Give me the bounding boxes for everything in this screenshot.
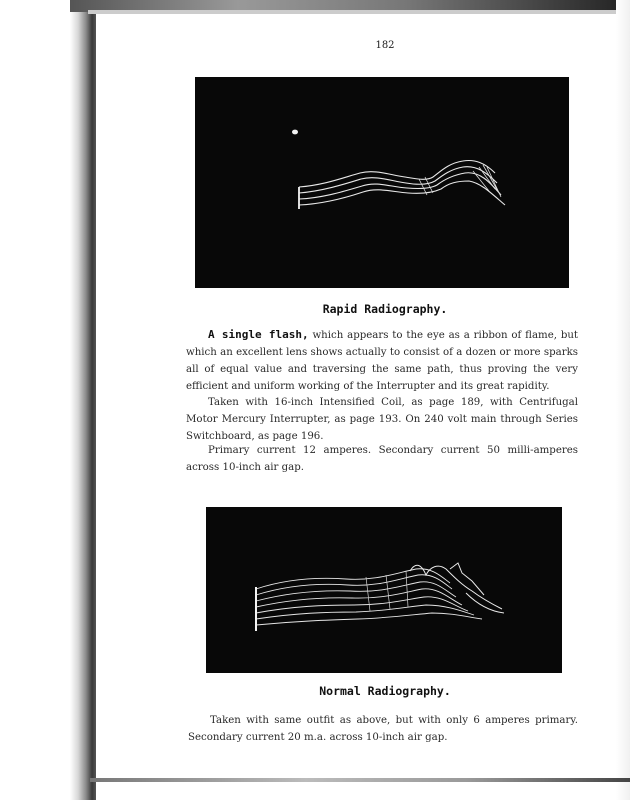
figure-normal-radiography (206, 507, 562, 673)
paragraph-single-flash (186, 326, 578, 395)
paragraph-normal-details (188, 712, 578, 746)
figure-rapid-radiography (195, 77, 569, 288)
book-binding-shadow (0, 0, 96, 800)
paragraph-currents (186, 442, 578, 476)
page-number: 182 (375, 40, 395, 51)
lead-phrase: A single flash, (208, 328, 309, 341)
coil-details-text: Taken with 16-inch Intensified Coil, as page 189, with Centrifugal Motor Mercury Interrupter, as page 193. On 240 volt main through Series Switchboard, as page 196. (186, 397, 578, 442)
paragraph-coil-details (186, 394, 578, 445)
spark-trace-normal (206, 507, 562, 673)
paragraph-body: which appears to the eye as a ribbon of flame, but which an excellent lens shows actually to consist of a dozen or more sparks all of equal value and traversing the same path, thus proving the very efficient and uniform working of the Interrupter and its great rapidity. (186, 330, 579, 392)
scan-bottom-edge (90, 778, 630, 782)
caption-normal-radiography: Normal Radiography. (319, 684, 451, 698)
scan-top-edge-highlight (88, 10, 630, 14)
scan-right-margin (616, 0, 630, 800)
normal-details-text: Taken with same outfit as above, but with only 6 amperes primary. Secondary current 20 m.a. across 10-inch air gap. (188, 715, 578, 743)
spark-trace-rapid (195, 77, 569, 288)
caption-rapid-radiography: Rapid Radiography. (322, 302, 448, 316)
currents-text: Primary current 12 amperes. Secondary current 50 milli-amperes across 10-inch air gap. (186, 445, 578, 473)
